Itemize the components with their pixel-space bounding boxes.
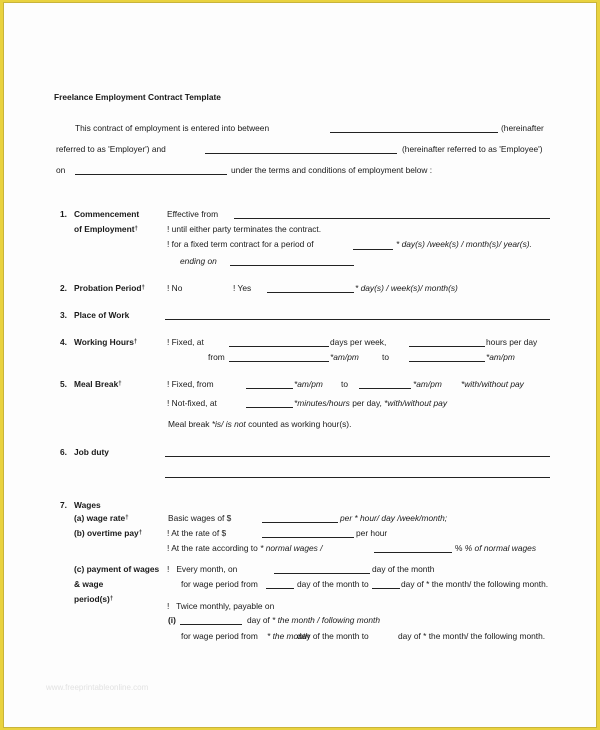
twice-monthly-option[interactable]: ! Twice monthly, payable on bbox=[167, 601, 275, 611]
intro-line-2: referred to as 'Employer') and bbox=[56, 144, 166, 154]
meal-break-note: Meal break *is/ is not counted as working hour(s). bbox=[168, 419, 352, 429]
basic-wages-label: Basic wages of $ bbox=[168, 513, 232, 523]
every-month-dom: day of the month bbox=[372, 564, 435, 574]
fixed-term-option[interactable]: ! for a fixed term contract for a period of bbox=[167, 239, 314, 249]
section-4-number: 4. bbox=[60, 337, 67, 347]
employer-name-field[interactable] bbox=[330, 132, 498, 133]
section-3-title: Place of Work bbox=[74, 310, 130, 320]
until-terminated-option[interactable]: ! until either party terminates the contract. bbox=[167, 224, 322, 234]
fixed-term-units: * day(s) /week(s) / month(s)/ year(s). bbox=[396, 239, 532, 249]
payment-wages-label-3: period(s)† bbox=[74, 594, 114, 604]
intro-hereinafter: (hereinafter bbox=[501, 123, 544, 133]
hours-to-field[interactable] bbox=[409, 361, 485, 362]
hours-from-label: from bbox=[208, 352, 225, 362]
intro-terms: under the terms and conditions of employment below : bbox=[231, 165, 433, 175]
meal-duration-field[interactable] bbox=[246, 407, 293, 408]
section-1-title-2: of Employment† bbox=[74, 224, 138, 234]
meal-to-field[interactable] bbox=[359, 388, 411, 389]
effective-from-field[interactable] bbox=[234, 218, 550, 219]
overtime-normal-option[interactable]: ! At the rate according to * normal wages / bbox=[167, 543, 323, 553]
meal-fixed-option[interactable]: ! Fixed, from bbox=[167, 379, 214, 389]
meal-from-field[interactable] bbox=[246, 388, 293, 389]
section-7-title: Wages bbox=[74, 500, 101, 510]
hours-per-day-label: hours per day bbox=[486, 337, 538, 347]
meal-to-label: to bbox=[341, 379, 348, 389]
payment-wages-label-2: & wage bbox=[74, 579, 104, 589]
place-of-work-field[interactable] bbox=[165, 319, 550, 320]
section-6-title: Job duty bbox=[74, 447, 109, 457]
employee-name-field[interactable] bbox=[205, 153, 397, 154]
watermark: www.freeprintableonline.com bbox=[46, 683, 149, 692]
overtime-percent-label: % % of normal wages bbox=[455, 543, 537, 553]
section-6-number: 6. bbox=[60, 447, 67, 457]
document-page bbox=[3, 2, 597, 728]
overtime-percent-field[interactable] bbox=[374, 552, 452, 553]
overtime-per-hour: per hour bbox=[356, 528, 388, 538]
contract-date-field[interactable] bbox=[75, 174, 227, 175]
hours-to-label: to bbox=[382, 352, 389, 362]
every-month-day-field[interactable] bbox=[274, 573, 370, 574]
section-3-number: 3. bbox=[60, 310, 67, 320]
overtime-rate-field[interactable] bbox=[262, 537, 354, 538]
meal-notfixed-option[interactable]: ! Not-fixed, at bbox=[167, 398, 217, 408]
wage-period-month-option: day of * the month/ the following month. bbox=[401, 579, 549, 589]
hours-to-ampm: *am/pm bbox=[486, 352, 515, 362]
hours-from-ampm: *am/pm bbox=[330, 352, 359, 362]
twice-monthly-day-field[interactable] bbox=[180, 624, 242, 625]
payment-wages-label-1: (c) payment of wages bbox=[74, 564, 160, 574]
overtime-pay-label: (b) overtime pay† bbox=[74, 528, 143, 538]
days-per-week-field[interactable] bbox=[229, 346, 329, 347]
meal-to-ampm: *am/pm bbox=[413, 379, 442, 389]
every-month-option[interactable]: ! Every month, on bbox=[167, 564, 238, 574]
probation-units: * day(s) / week(s)/ month(s) bbox=[355, 283, 458, 293]
twice-monthly-dayof: day of bbox=[247, 615, 270, 625]
basic-wages-period: per * hour/ day /week/month; bbox=[340, 513, 448, 523]
meal-from-ampm: *am/pm bbox=[294, 379, 323, 389]
intro-employee-ref: (hereinafter referred to as 'Employee') bbox=[402, 144, 543, 154]
fixed-hours-option[interactable]: ! Fixed, at bbox=[167, 337, 204, 347]
probation-period-field[interactable] bbox=[267, 292, 354, 293]
twice-monthly-i: (i) bbox=[168, 615, 176, 625]
intro-on: on bbox=[56, 165, 66, 175]
wage-period-to-field[interactable] bbox=[372, 588, 400, 589]
wage-rate-label: (a) wage rate† bbox=[74, 513, 129, 523]
job-duty-field-1[interactable] bbox=[165, 456, 550, 457]
ending-on-label: ending on bbox=[180, 256, 217, 266]
section-5-title: Meal Break† bbox=[74, 379, 122, 389]
wage-period-dom-to-2: day of the month to bbox=[297, 631, 369, 641]
wage-period-from-field[interactable] bbox=[266, 588, 294, 589]
fixed-term-period-field[interactable] bbox=[353, 249, 393, 250]
section-5-number: 5. bbox=[60, 379, 67, 389]
intro-line-1: This contract of employment is entered into between bbox=[75, 123, 270, 133]
section-2-title: Probation Period† bbox=[74, 283, 145, 293]
hours-from-field[interactable] bbox=[229, 361, 329, 362]
section-2-number: 2. bbox=[60, 283, 67, 293]
probation-no-option[interactable]: ! No bbox=[167, 283, 183, 293]
job-duty-field-2[interactable] bbox=[165, 477, 550, 478]
twice-monthly-month: * the month / following month bbox=[272, 615, 381, 625]
hours-per-day-field[interactable] bbox=[409, 346, 485, 347]
basic-wages-field[interactable] bbox=[262, 522, 338, 523]
section-4-title: Working Hours† bbox=[74, 337, 138, 347]
probation-yes-option[interactable]: ! Yes bbox=[233, 283, 252, 293]
section-1-number: 1. bbox=[60, 209, 67, 219]
wage-period-from-label-2: for wage period from bbox=[181, 631, 258, 641]
wage-period-from-label: for wage period from bbox=[181, 579, 258, 589]
overtime-rate-option[interactable]: ! At the rate of $ bbox=[167, 528, 227, 538]
wage-period-dom-to: day of the month to bbox=[297, 579, 369, 589]
days-per-week-label: days per week, bbox=[330, 337, 387, 347]
section-1-title-1: Commencement bbox=[74, 209, 140, 219]
meal-pay-option: *with/without pay bbox=[461, 379, 524, 389]
section-7-number: 7. bbox=[60, 500, 67, 510]
ending-on-field[interactable] bbox=[230, 265, 354, 266]
meal-duration-units: *minutes/hours per day, *with/without pay bbox=[294, 398, 448, 408]
effective-from-label: Effective from bbox=[167, 209, 219, 219]
wage-period-month-2: * the month bbox=[267, 631, 310, 641]
document-title: Freelance Employment Contract Template bbox=[54, 92, 221, 102]
wage-period-month-option-2: day of * the month/ the following month. bbox=[398, 631, 546, 641]
